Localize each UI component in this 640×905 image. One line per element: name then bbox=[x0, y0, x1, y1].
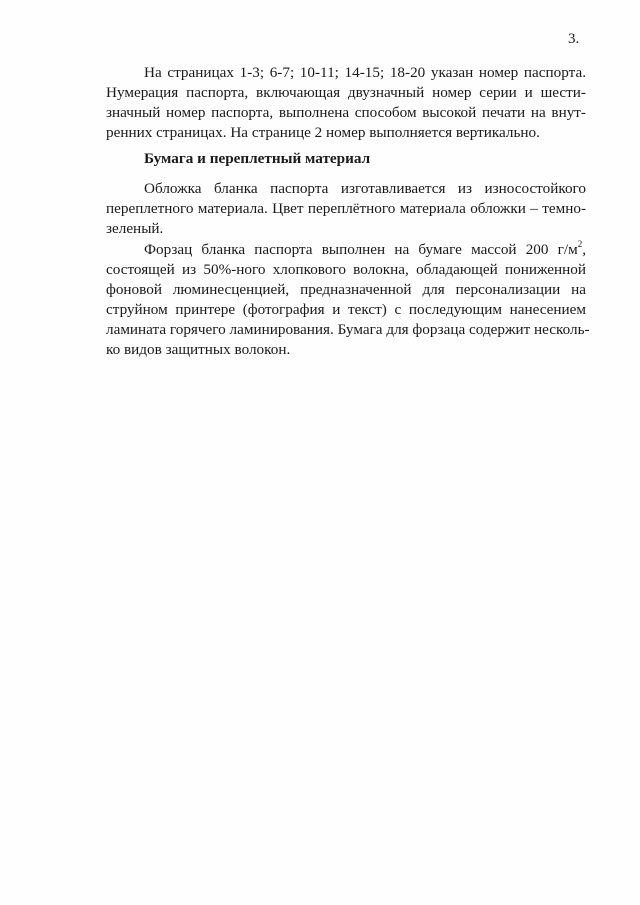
text-line-with-superscript bbox=[144, 240, 586, 260]
text-line: значный номер паспорта, выполнена способом высокой печати на внут- bbox=[106, 104, 586, 121]
text-line: струйном принтере (фотография и текст) с последующим нанесением bbox=[106, 301, 586, 318]
text-line: ренних страницах. На странице 2 номер выполняется вертикально. bbox=[106, 124, 540, 141]
page-number: 3. bbox=[568, 31, 580, 47]
section-heading: Бумага и переплетный материал bbox=[144, 150, 371, 167]
text-line: ламината горячего ламинирования. Бумага для форзаца содержит несколь- bbox=[106, 321, 590, 338]
text-line: переплетного материала. Цвет переплётного материала обложки – темно- bbox=[106, 200, 586, 217]
text-line: ко видов защитных волокон. bbox=[106, 341, 291, 358]
text-line: фоновой люминесценцией, предназначенной для персонализации на bbox=[106, 281, 586, 298]
text-line: На страницах 1-3; 6-7; 10-11; 14-15; 18-20 указан номер паспорта. bbox=[144, 64, 586, 81]
text-line: зеленый. bbox=[106, 220, 164, 237]
text-line: Обложка бланка паспорта изготавливается из износостойкого bbox=[144, 180, 586, 197]
superscript: 2 bbox=[577, 239, 583, 249]
text-line: состоящей из 50%-ного хлопкового волокна, обладающей пониженной bbox=[106, 261, 586, 278]
text-line: Нумерация паспорта, включающая двузначный номер серии и шести- bbox=[106, 84, 586, 101]
text-segment: Форзац бланка паспорта выполнен на бумаге массой 200 г/м bbox=[144, 241, 578, 258]
text-segment: , bbox=[582, 241, 586, 258]
